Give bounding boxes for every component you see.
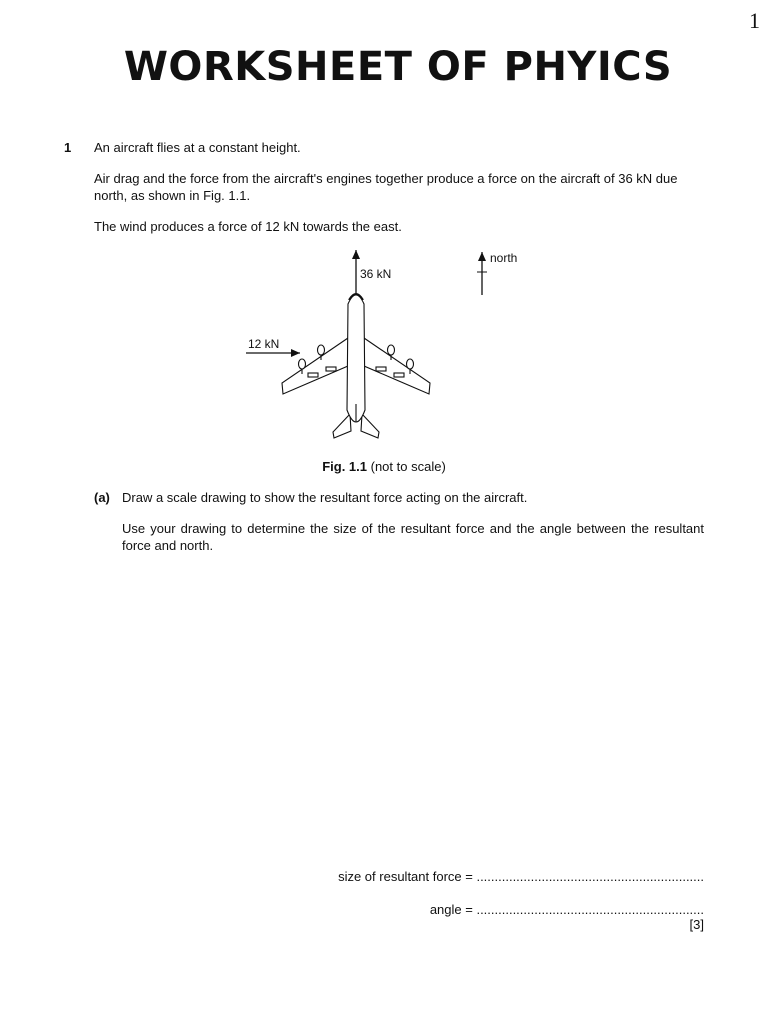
figure-caption-number: Fig. 1.1 (322, 459, 368, 474)
page-number: 1 (749, 8, 760, 33)
angle-answer-label: angle = (429, 902, 477, 917)
size-answer-label: size of resultant force = (338, 869, 477, 884)
figure-caption-note: (not to scale) (367, 459, 446, 474)
angle-answer-dots: ............................................................... (476, 902, 704, 917)
question-intro: An aircraft flies at a constant height. (94, 140, 301, 155)
angle-answer-line[interactable] (430, 901, 704, 918)
question-paragraph-wind: The wind produces a force of 12 kN towards the east. (94, 219, 402, 234)
part-a-instruction: Draw a scale drawing to show the resultant force acting on the aircraft. (122, 490, 528, 505)
question-paragraph-drag: Air drag and the force from the aircraft's engines together produce a force on the aircraft of 36 kN due north, as shown in Fig. 1.1. (94, 171, 678, 203)
aircraft-figure (230, 242, 540, 447)
question-number: 1 (64, 140, 72, 155)
marks-label: [3] (689, 917, 704, 932)
aircraft-icon (282, 294, 430, 438)
force-12kn-label: 12 kN (248, 337, 280, 351)
size-answer-line[interactable] (338, 868, 704, 885)
figure-caption (0, 458, 768, 475)
part-a-label: (a) (94, 490, 110, 505)
size-answer-dots: ............................................................... (476, 869, 704, 884)
force-36kn-label: 36 kN (360, 267, 392, 281)
worksheet-title: WORKSHEET OF PHYICS (123, 44, 673, 90)
part-a-subquestion: Use your drawing to determine the size of the resultant force and the angle between the resultant force and north. (122, 521, 704, 553)
north-label: north (490, 251, 518, 265)
